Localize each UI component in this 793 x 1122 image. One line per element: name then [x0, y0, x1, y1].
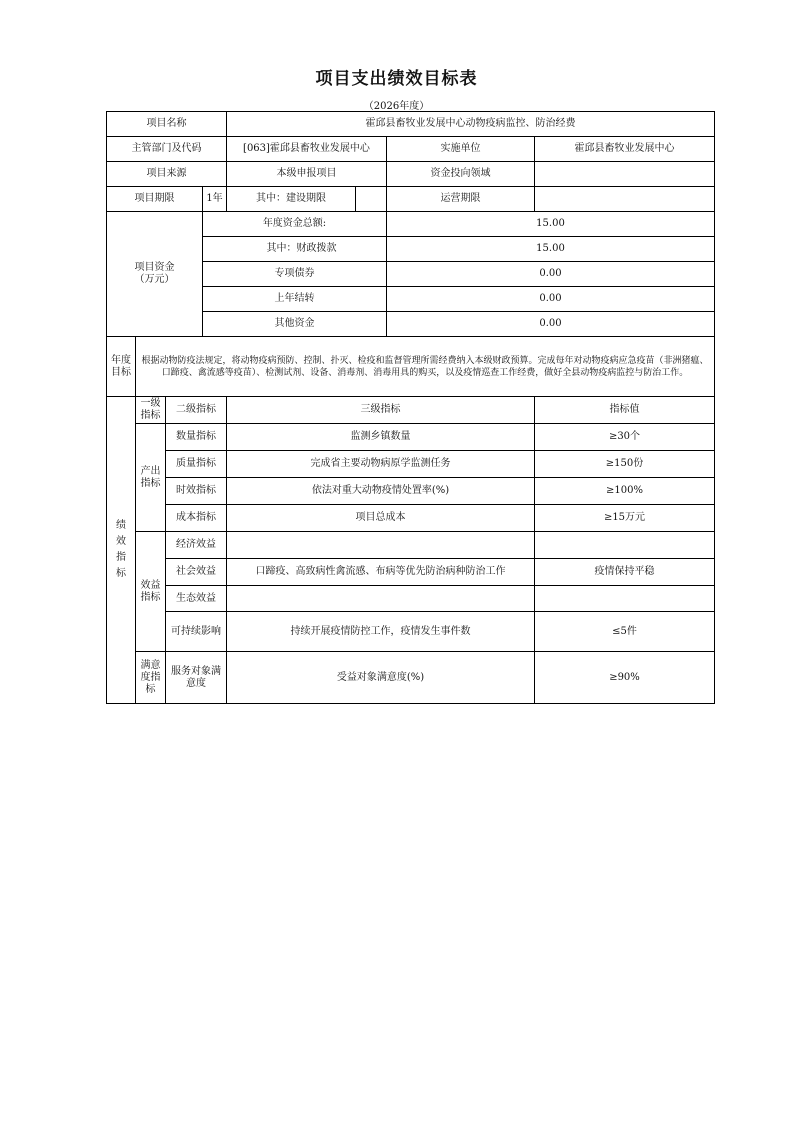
level2-cell: 质量指标: [166, 451, 227, 478]
satisfaction-indicator-label: 满意 度指 标: [136, 652, 166, 704]
indicator-row: [107, 451, 715, 478]
level3-cell: 监测乡镇数量: [227, 424, 535, 451]
invest-field-label: 资金投向领域: [387, 162, 535, 187]
page-title: 项目支出绩效目标表: [315, 69, 478, 89]
operation-value: [535, 187, 715, 212]
indicator-row: [107, 586, 715, 612]
level2-cell: 数量指标: [166, 424, 227, 451]
indicator-header-row: [107, 397, 715, 424]
indicator-value-cell: [535, 532, 715, 559]
indicator-row: [107, 532, 715, 559]
level2-cell: 社会效益: [166, 559, 227, 586]
indicator-value-cell: ≥150份: [535, 451, 715, 478]
row-period: [107, 187, 715, 212]
indicator-value-cell: ≤5件: [535, 612, 715, 652]
project-name-label: 项目名称: [107, 112, 227, 137]
annual-target-text: 根据动物防疫法规定，将动物疫病预防、控制、扑灭、检疫和监督管理所需经费纳入本级财政预算。完成每年对动物疫病应急疫苗（非洲猪瘟、口蹄疫、禽流感等疫苗）、检测试剂、设备、消毒剂、消毒用具的购买，以及疫情巡查工作经费，做好全县动物疫病监控与防治工作。: [136, 337, 715, 397]
indicator-value-header: 指标值: [535, 397, 715, 424]
level2-cell: 经济效益: [166, 532, 227, 559]
impl-unit-label: 实施单位: [387, 137, 535, 162]
fund-item-label: 专项债券: [203, 262, 387, 287]
fund-item-amount: 15.00: [387, 212, 715, 237]
row-project-name: [107, 112, 715, 137]
indicator-row: [107, 478, 715, 505]
level2-header: 二级指标: [166, 397, 227, 424]
funds-label: 项目资金 （万元）: [107, 212, 203, 337]
benefit-indicator-label: 效益 指标: [136, 532, 166, 652]
construction-value: [356, 187, 387, 212]
fund-item-amount: 15.00: [387, 237, 715, 262]
level2-cell: 生态效益: [166, 586, 227, 612]
level2-cell: 时效指标: [166, 478, 227, 505]
fund-item-amount: 0.00: [387, 287, 715, 312]
impl-unit-value: 霍邱县畜牧业发展中心: [535, 137, 715, 162]
indicator-row: [107, 424, 715, 451]
source-label: 项目来源: [107, 162, 227, 187]
indicator-row: [107, 612, 715, 652]
level3-cell: 受益对象满意度(%): [227, 652, 535, 704]
row-annual-target: [107, 337, 715, 397]
output-indicator-label: 产出 指标: [136, 424, 166, 532]
department-label: 主管部门及代码: [107, 137, 227, 162]
level1-header: 一级 指标: [136, 397, 166, 424]
level3-cell: 口蹄疫、高致病性禽流感、布病等优先防治病种防治工作: [227, 559, 535, 586]
level3-cell: [227, 586, 535, 612]
indicator-value-cell: [535, 586, 715, 612]
fund-item-amount: 0.00: [387, 262, 715, 287]
indicator-value-cell: 疫情保持平稳: [535, 559, 715, 586]
source-value: 本级申报项目: [227, 162, 387, 187]
invest-field-value: [535, 162, 715, 187]
performance-target-table: [106, 111, 715, 704]
level3-header: 三级指标: [227, 397, 535, 424]
level3-cell: 项目总成本: [227, 505, 535, 532]
level3-cell: 持续开展疫情防控工作，疫情发生事件数: [227, 612, 535, 652]
level2-cell: 可持续影响: [166, 612, 227, 652]
project-name-value: 霍邱县畜牧业发展中心动物疫病监控、防治经费: [227, 112, 715, 137]
level3-cell: [227, 532, 535, 559]
fund-item-label: 其中：财政拨款: [203, 237, 387, 262]
performance-label: 绩 效 指 标: [107, 397, 136, 704]
fund-row: [107, 212, 715, 237]
row-department: [107, 137, 715, 162]
fiscal-year: （2026年度）: [363, 101, 430, 112]
fund-item-amount: 0.00: [387, 312, 715, 337]
level3-cell: 依法对重大动物疫情处置率(%): [227, 478, 535, 505]
level3-cell: 完成省主要动物病原学监测任务: [227, 451, 535, 478]
fund-item-label: 上年结转: [203, 287, 387, 312]
department-value: [063]霍邱县畜牧业发展中心: [227, 137, 387, 162]
level2-cell: 成本指标: [166, 505, 227, 532]
construction-label: 其中：建设期限: [227, 187, 356, 212]
period-value: 1年: [203, 187, 227, 212]
fund-item-label: 其他资金: [203, 312, 387, 337]
indicator-value-cell: ≥30个: [535, 424, 715, 451]
indicator-row: [107, 652, 715, 704]
indicator-row: [107, 559, 715, 586]
period-label: 项目期限: [107, 187, 203, 212]
level2-cell: 服务对象满意度: [166, 652, 227, 704]
indicator-row: [107, 505, 715, 532]
annual-target-label: 年度 目标: [107, 337, 136, 397]
indicator-value-cell: ≥90%: [535, 652, 715, 704]
indicator-value-cell: ≥100%: [535, 478, 715, 505]
fund-item-label: 年度资金总额:: [203, 212, 387, 237]
operation-label: 运营期限: [387, 187, 535, 212]
row-source: [107, 162, 715, 187]
indicator-value-cell: ≥15万元: [535, 505, 715, 532]
